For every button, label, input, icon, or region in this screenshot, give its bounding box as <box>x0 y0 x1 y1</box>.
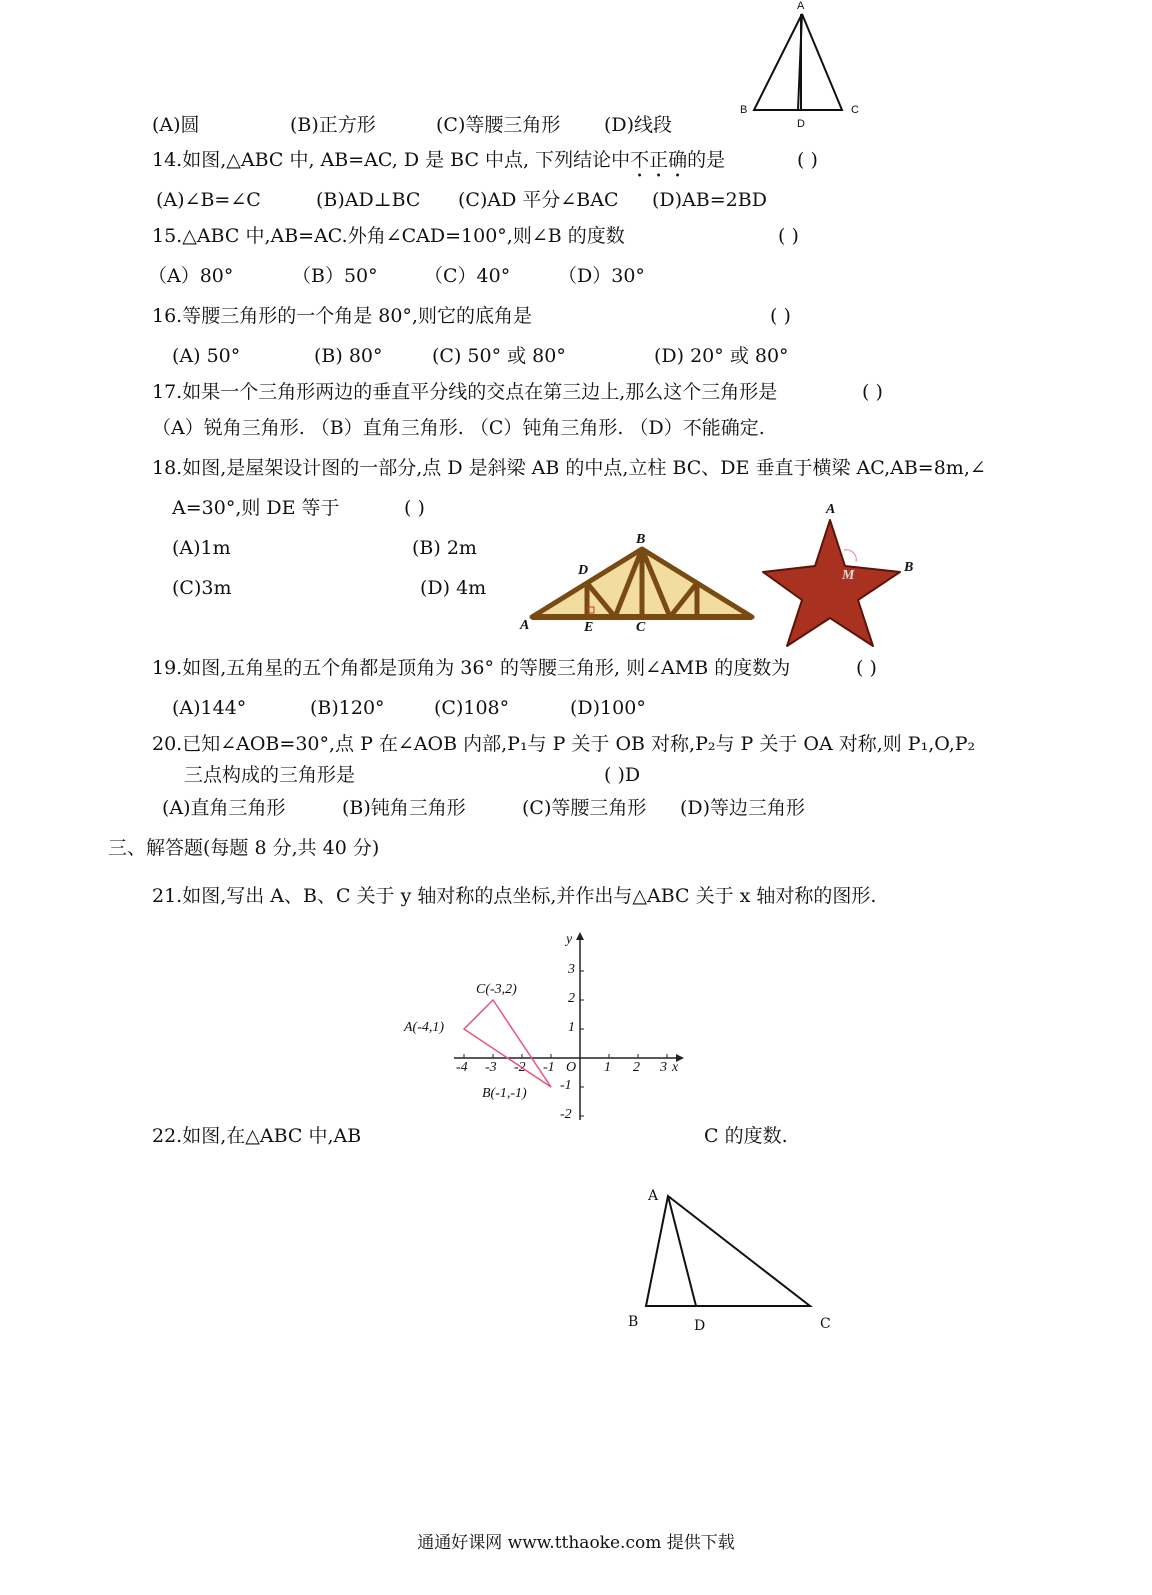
q17-stem: 17.如果一个三角形两边的垂直平分线的交点在第三边上,那么这个三角形是 <box>152 381 778 403</box>
q21-x-tick-neg3: -3 <box>485 1060 497 1075</box>
q19-star-label-m: M <box>842 568 855 583</box>
q16-option-a: (A) 50° <box>172 345 241 367</box>
q13-label-b: B <box>740 104 748 116</box>
q19-option-b: (B)120° <box>310 697 385 719</box>
q13-option-a: (A)圆 <box>152 114 200 136</box>
q22-label-b: B <box>628 1314 639 1330</box>
q18-truss-label-e: E <box>584 620 594 635</box>
q21-point-b-label: B(-1,-1) <box>482 1086 527 1101</box>
q21-x-tick-neg1: -1 <box>543 1060 555 1075</box>
q22-label-d: D <box>694 1318 706 1334</box>
q16-option-b: (B) 80° <box>314 345 383 367</box>
q18-truss-label-b: B <box>636 532 646 547</box>
section3-title: 三、解答题(每题 8 分,共 40 分) <box>108 837 380 859</box>
q18-option-a: (A)1m <box>172 537 231 559</box>
q21-x-tick-neg2: -2 <box>514 1060 526 1075</box>
q20-option-c: (C)等腰三角形 <box>522 797 647 819</box>
q14-stem-pre: 14.如图,△ABC 中, AB=AC, D 是 BC 中点, 下列结论中 <box>152 149 631 171</box>
q18-option-d: (D) 4m <box>420 577 487 599</box>
q18-stem-line2: A=30°,则 DE 等于 <box>172 497 340 519</box>
q15-option-a: （A）80° <box>148 265 234 287</box>
q18-truss-label-c: C <box>636 620 646 635</box>
q13-option-c: (C)等腰三角形 <box>436 114 561 136</box>
q21-y-tick-neg2: -2 <box>560 1107 572 1122</box>
q21-point-c-label: C(-3,2) <box>476 982 517 997</box>
q19-star-label-a: A <box>826 502 836 517</box>
q16-blank: ( ) <box>770 305 791 327</box>
q20-stem-line2: 三点构成的三角形是 <box>184 764 356 786</box>
q15-option-d: （D）30° <box>558 265 645 287</box>
q16-stem: 16.等腰三角形的一个角是 80°,则它的底角是 <box>152 305 532 327</box>
q21-x-tick-3: 3 <box>660 1060 667 1075</box>
q19-star-figure <box>760 510 920 650</box>
q22-label-c: C <box>820 1316 831 1332</box>
q21-y-axis-label: y <box>566 932 573 947</box>
q21-x-tick-2: 2 <box>633 1060 640 1075</box>
q22-label-a: A <box>648 1188 659 1204</box>
q14-stem-post: 的是 <box>687 149 726 171</box>
q21-y-tick-3: 3 <box>568 962 575 977</box>
q18-stem-line1: 18.如图,是屋架设计图的一部分,点 D 是斜梁 AB 的中点,立柱 BC、DE 垂直于横梁 AC,AB=8m,∠ <box>152 457 986 479</box>
q18-option-b: (B) 2m <box>412 537 477 559</box>
q14-stem-emphasis: 不正确 <box>630 149 688 171</box>
q20-blank: ( )D <box>604 764 641 786</box>
q19-star-label-b: B <box>904 560 914 575</box>
q14-option-a: (A)∠B=∠C <box>156 189 261 211</box>
q18-option-c: (C)3m <box>172 577 232 599</box>
q16-option-d: (D) 20° 或 80° <box>654 345 789 367</box>
q13-label-c: C <box>851 104 859 116</box>
q19-blank: ( ) <box>856 657 877 679</box>
q13-option-b: (B)正方形 <box>290 114 376 136</box>
q19-option-c: (C)108° <box>434 697 510 719</box>
q21-y-tick-neg1: -1 <box>560 1078 572 1093</box>
q18-blank: ( ) <box>404 497 425 519</box>
q19-stem: 19.如图,五角星的五个角都是顶角为 36° 的等腰三角形, 则∠AMB 的度数为 <box>152 657 791 679</box>
q21-x-tick-neg4: -4 <box>456 1060 468 1075</box>
q22-stem-right: C 的度数. <box>704 1125 788 1147</box>
q14-stem <box>152 148 725 182</box>
q19-option-a: (A)144° <box>172 697 247 719</box>
q15-option-b: （B）50° <box>292 265 378 287</box>
q20-option-a: (A)直角三角形 <box>162 797 286 819</box>
q13-option-d: (D)线段 <box>604 114 673 136</box>
q21-y-tick-2: 2 <box>568 991 575 1006</box>
q19-option-d: (D)100° <box>570 697 646 719</box>
q21-x-axis-label: x <box>672 1060 679 1075</box>
q14-option-c: (C)AD 平分∠BAC <box>458 189 619 211</box>
q21-y-tick-1: 1 <box>568 1020 575 1035</box>
q18-truss-label-a: A <box>520 618 530 633</box>
q17-blank: ( ) <box>862 381 883 403</box>
q22-stem-left: 22.如图,在△ABC 中,AB <box>152 1125 362 1147</box>
q15-stem: 15.△ABC 中,AB=AC.外角∠CAD=100°,则∠B 的度数 <box>152 225 625 247</box>
q20-stem-line1: 20.已知∠AOB=30°,点 P 在∠AOB 内部,P₁与 P 关于 OB 对称,P₂与 P 关于 OA 对称,则 P₁,O,P₂ <box>152 733 976 755</box>
q13-label-d: D <box>797 118 805 130</box>
q21-x-tick-1: 1 <box>604 1060 611 1075</box>
q21-point-a-label: A(-4,1) <box>404 1020 445 1035</box>
footer-text: 通通好课网 www.tthaoke.com 提供下载 <box>417 1533 735 1553</box>
q17-options: （A）锐角三角形. （B）直角三角形. （C）钝角三角形. （D）不能确定. <box>152 417 765 439</box>
q18-truss-label-d: D <box>578 563 589 578</box>
q21-stem: 21.如图,写出 A、B、C 关于 y 轴对称的点坐标,并作出与△ABC 关于 x 轴对称的图形. <box>152 885 877 907</box>
q20-option-d: (D)等边三角形 <box>680 797 806 819</box>
q13-label-a: A <box>797 0 805 12</box>
q20-option-b: (B)钝角三角形 <box>342 797 466 819</box>
q14-option-b: (B)AD⊥BC <box>316 189 421 211</box>
q14-blank: ( ) <box>797 149 818 171</box>
q15-option-c: （C）40° <box>424 265 511 287</box>
q21-origin-label: O <box>566 1060 577 1075</box>
q14-option-d: (D)AB=2BD <box>652 189 767 211</box>
q15-blank: ( ) <box>778 225 799 247</box>
q22-triangle-figure <box>630 1180 830 1320</box>
q16-option-c: (C) 50° 或 80° <box>432 345 566 367</box>
